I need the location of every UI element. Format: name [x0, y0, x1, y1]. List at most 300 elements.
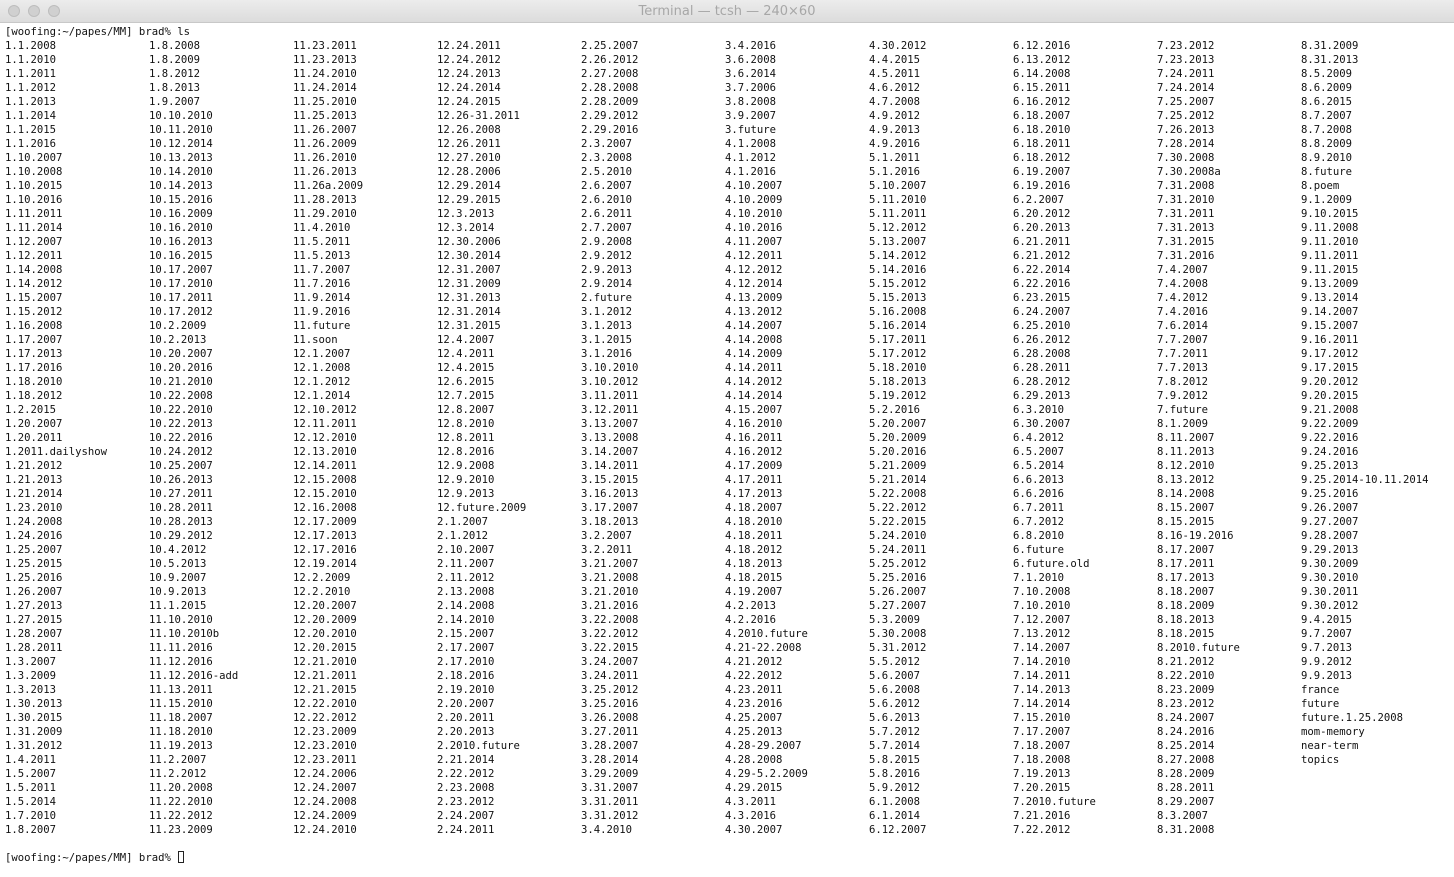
file-entry: 5.18.2013: [869, 376, 927, 388]
terminal-content[interactable]: [5, 25, 1454, 877]
file-entry: 8.25.2014: [1157, 740, 1215, 752]
file-entry: 2.23.2012: [437, 796, 495, 808]
file-entry: 6.21.2011: [1013, 236, 1071, 248]
file-entry: 12.20.2015: [293, 642, 357, 654]
file-entry: 6.6.2013: [1013, 474, 1065, 486]
ls-output: [5, 39, 1454, 851]
file-entry: 5.6.2012: [869, 698, 921, 710]
file-entry: 12.3.2013: [437, 208, 495, 220]
file-entry: 1.18.2010: [5, 376, 63, 388]
file-entry: 6.18.2007: [1013, 110, 1071, 122]
file-entry: 4.14.2012: [725, 376, 783, 388]
file-entry: 5.10.2007: [869, 180, 927, 192]
file-entry: 3.1.2015: [581, 334, 633, 346]
file-entry: 7.18.2008: [1013, 754, 1071, 766]
file-entry: 4.23.2016: [725, 698, 783, 710]
file-entry: 1.17.2007: [5, 334, 63, 346]
file-entry: 7.31.2010: [1157, 194, 1215, 206]
file-entry: 5.11.2011: [869, 208, 927, 220]
file-entry: 12.31.2007: [437, 264, 501, 276]
file-entry: 12.31.2014: [437, 306, 501, 318]
file-entry: 12.14.2011: [293, 460, 357, 472]
file-entry: 8.21.2012: [1157, 656, 1215, 668]
file-entry: 4.14.2014: [725, 390, 783, 402]
file-entry: 1.1.2015: [5, 124, 57, 136]
file-entry: 2.20.2011: [437, 712, 495, 724]
file-entry: 3.9.2007: [725, 110, 777, 122]
file-entry: 11.12.2016-add: [149, 670, 239, 682]
file-entry: 11.5.2013: [293, 250, 351, 262]
file-entry: 5.16.2014: [869, 320, 927, 332]
file-entry: 2.2010.future: [437, 740, 520, 752]
file-entry: 2.15.2007: [437, 628, 495, 640]
file-entry: 8.29.2007: [1157, 796, 1215, 808]
file-entry: 1.20.2007: [5, 418, 63, 430]
file-entry: 11.26a.2009: [293, 180, 364, 192]
file-entry: 1.1.2011: [5, 68, 57, 80]
window-title: Terminal — tcsh — 240×60: [638, 4, 816, 19]
file-entry: 11.24.2014: [293, 82, 357, 94]
file-entry: 12.21.2015: [293, 684, 357, 696]
ls-column: [869, 39, 1013, 837]
file-entry: 1.25.2007: [5, 544, 63, 556]
file-entry: 8.13.2012: [1157, 474, 1215, 486]
file-entry: 11.24.2010: [293, 68, 357, 80]
file-entry: 4.10.2016: [725, 222, 783, 234]
file-entry: 4.18.2015: [725, 572, 783, 584]
file-entry: 3.8.2008: [725, 96, 777, 108]
file-entry: 5.8.2016: [869, 768, 921, 780]
file-entry: 10.17.2007: [149, 264, 213, 276]
file-entry: 4.2.2016: [725, 614, 777, 626]
file-entry: future.1.25.2008: [1301, 712, 1404, 724]
file-entry: 10.17.2012: [149, 306, 213, 318]
file-entry: 8.22.2010: [1157, 670, 1215, 682]
file-entry: 4.1.2016: [725, 166, 777, 178]
file-entry: 5.20.2007: [869, 418, 927, 430]
file-entry: 4.18.2007: [725, 502, 783, 514]
file-entry: 9.21.2008: [1301, 404, 1359, 416]
file-entry: 6.14.2008: [1013, 68, 1071, 80]
file-entry: 12.8.2007: [437, 404, 495, 416]
file-entry: 12.24.2011: [437, 40, 501, 52]
file-entry: 4.3.2016: [725, 810, 777, 822]
file-entry: france: [1301, 684, 1340, 696]
file-entry: 11.25.2013: [293, 110, 357, 122]
file-entry: 4.28.2008: [725, 754, 783, 766]
file-entry: 8.7.2007: [1301, 110, 1353, 122]
file-entry: 1.8.2013: [149, 82, 201, 94]
file-entry: 2.26.2012: [581, 54, 639, 66]
file-entry: 2.6.2007: [581, 180, 633, 192]
file-entry: 12.28.2006: [437, 166, 501, 178]
file-entry: 9.15.2007: [1301, 320, 1359, 332]
file-entry: 5.25.2016: [869, 572, 927, 584]
file-entry: 9.9.2012: [1301, 656, 1353, 668]
file-entry: 7.1.2010: [1013, 572, 1065, 584]
file-entry: 6.2.2007: [1013, 194, 1065, 206]
file-entry: 5.9.2012: [869, 782, 921, 794]
file-entry: 6.22.2014: [1013, 264, 1071, 276]
file-entry: 4.18.2013: [725, 558, 783, 570]
file-entry: 12.1.2012: [293, 376, 351, 388]
file-entry: 7.30.2008a: [1157, 166, 1221, 178]
file-entry: 4.11.2007: [725, 236, 783, 248]
file-entry: 3.25.2016: [581, 698, 639, 710]
file-entry: 5.24.2011: [869, 544, 927, 556]
file-entry: 12.1.2008: [293, 362, 351, 374]
file-entry: 12.13.2010: [293, 446, 357, 458]
file-entry: 5.6.2013: [869, 712, 921, 724]
file-entry: 5.27.2007: [869, 600, 927, 612]
file-entry: 2.23.2008: [437, 782, 495, 794]
file-entry: 4.25.2007: [725, 712, 783, 724]
file-entry: 11.1.2015: [149, 600, 207, 612]
file-entry: 1.14.2008: [5, 264, 63, 276]
file-entry: 12.30.2006: [437, 236, 501, 248]
file-entry: 7.25.2007: [1157, 96, 1215, 108]
file-entry: 11.future: [293, 320, 351, 332]
file-entry: 1.5.2014: [5, 796, 57, 808]
file-entry: 6.7.2012: [1013, 516, 1065, 528]
file-entry: 10.13.2013: [149, 152, 213, 164]
file-entry: 4.12.2011: [725, 250, 783, 262]
file-entry: 12.6.2015: [437, 376, 495, 388]
file-entry: 1.10.2007: [5, 152, 63, 164]
file-entry: 8.31.2008: [1157, 824, 1215, 836]
file-entry: 10.16.2015: [149, 250, 213, 262]
file-entry: 4.9.2016: [869, 138, 921, 150]
file-entry: mom-memory: [1301, 726, 1365, 738]
file-entry: 9.13.2014: [1301, 292, 1359, 304]
file-entry: 3.31.2011: [581, 796, 639, 808]
file-entry: 9.28.2007: [1301, 530, 1359, 542]
file-entry: 12.2.2009: [293, 572, 351, 584]
file-entry: 4.19.2007: [725, 586, 783, 598]
file-entry: 4.2010.future: [725, 628, 808, 640]
file-entry: 2.5.2010: [581, 166, 633, 178]
file-entry: 6.19.2016: [1013, 180, 1071, 192]
file-entry: 12.17.2016: [293, 544, 357, 556]
file-entry: 7.14.2013: [1013, 684, 1071, 696]
file-entry: 10.22.2013: [149, 418, 213, 430]
file-entry: 1.25.2016: [5, 572, 63, 584]
file-entry: 2.9.2014: [581, 278, 633, 290]
file-entry: 11.13.2011: [149, 684, 213, 696]
file-entry: 3.22.2015: [581, 642, 639, 654]
file-entry: 12.23.2010: [293, 740, 357, 752]
file-entry: 9.16.2011: [1301, 334, 1359, 346]
file-entry: 12.11.2011: [293, 418, 357, 430]
file-entry: 4.18.2012: [725, 544, 783, 556]
file-entry: 10.11.2010: [149, 124, 213, 136]
file-entry: 3.22.2012: [581, 628, 639, 640]
file-entry: 7.10.2008: [1013, 586, 1071, 598]
file-entry: 11.22.2010: [149, 796, 213, 808]
file-entry: 9.14.2007: [1301, 306, 1359, 318]
file-entry: 3.31.2007: [581, 782, 639, 794]
file-entry: 7.15.2010: [1013, 712, 1071, 724]
file-entry: 6.1.2008: [869, 796, 921, 808]
file-entry: 9.24.2016: [1301, 446, 1359, 458]
file-entry: 9.11.2010: [1301, 236, 1359, 248]
file-entry: 3.1.2013: [581, 320, 633, 332]
file-entry: 6.30.2007: [1013, 418, 1071, 430]
file-entry: 3.future: [725, 124, 777, 136]
file-entry: 2.21.2014: [437, 754, 495, 766]
file-entry: 1.27.2013: [5, 600, 63, 612]
file-entry: 5.16.2008: [869, 306, 927, 318]
file-entry: 12.future.2009: [437, 502, 527, 514]
file-entry: 6.6.2016: [1013, 488, 1065, 500]
file-entry: 7.23.2012: [1157, 40, 1215, 52]
file-entry: 9.27.2007: [1301, 516, 1359, 528]
file-entry: 4.16.2010: [725, 418, 783, 430]
file-entry: 7.14.2007: [1013, 642, 1071, 654]
file-entry: 12.17.2009: [293, 516, 357, 528]
file-entry: 4.9.2013: [869, 124, 921, 136]
file-entry: 2.28.2008: [581, 82, 639, 94]
file-entry: 2.9.2012: [581, 250, 633, 262]
file-entry: 8.17.2007: [1157, 544, 1215, 556]
file-entry: 4.13.2012: [725, 306, 783, 318]
file-entry: 5.13.2007: [869, 236, 927, 248]
file-entry: 6.21.2012: [1013, 250, 1071, 262]
file-entry: 1.2.2015: [5, 404, 57, 416]
file-entry: 6.5.2007: [1013, 446, 1065, 458]
file-entry: 7.future: [1157, 404, 1209, 416]
file-entry: 2.3.2008: [581, 152, 633, 164]
file-entry: 2.6.2011: [581, 208, 633, 220]
file-entry: 3.1.2012: [581, 306, 633, 318]
file-entry: 5.18.2010: [869, 362, 927, 374]
file-entry: 12.16.2008: [293, 502, 357, 514]
file-entry: 9.11.2008: [1301, 222, 1359, 234]
file-entry: 7.13.2012: [1013, 628, 1071, 640]
file-entry: 10.9.2007: [149, 572, 207, 584]
file-entry: 3.21.2016: [581, 600, 639, 612]
file-entry: 2.6.2010: [581, 194, 633, 206]
file-entry: 12.24.2006: [293, 768, 357, 780]
file-entry: 9.30.2010: [1301, 572, 1359, 584]
file-entry: 12.24.2014: [437, 82, 501, 94]
file-entry: 12.1.2007: [293, 348, 351, 360]
file-entry: 11.20.2008: [149, 782, 213, 794]
file-entry: 8.14.2008: [1157, 488, 1215, 500]
file-entry: 8.17.2011: [1157, 558, 1215, 570]
file-entry: 7.4.2012: [1157, 292, 1209, 304]
file-entry: 7.20.2015: [1013, 782, 1071, 794]
file-entry: 10.2.2009: [149, 320, 207, 332]
file-entry: 9.30.2011: [1301, 586, 1359, 598]
ls-column: [725, 39, 869, 837]
file-entry: 7.6.2014: [1157, 320, 1209, 332]
file-entry: 11.5.2011: [293, 236, 351, 248]
file-entry: 1.21.2012: [5, 460, 63, 472]
file-entry: 3.15.2015: [581, 474, 639, 486]
file-entry: 5.1.2016: [869, 166, 921, 178]
file-entry: 8.8.2009: [1301, 138, 1353, 150]
file-entry: 1.8.2009: [149, 54, 201, 66]
file-entry: 6.18.2011: [1013, 138, 1071, 150]
file-entry: 1.7.2010: [5, 810, 57, 822]
file-entry: 12.24.2015: [437, 96, 501, 108]
file-entry: 1.3.2007: [5, 656, 57, 668]
file-entry: 5.7.2012: [869, 726, 921, 738]
file-entry: 12.3.2014: [437, 222, 495, 234]
file-entry: 9.10.2015: [1301, 208, 1359, 220]
file-entry: 12.24.2007: [293, 782, 357, 794]
file-entry: 2.10.2007: [437, 544, 495, 556]
file-entry: 1.1.2013: [5, 96, 57, 108]
file-entry: 11.11.2016: [149, 642, 213, 654]
file-entry: 4.6.2012: [869, 82, 921, 94]
file-entry: 1.10.2016: [5, 194, 63, 206]
file-entry: 6.28.2012: [1013, 376, 1071, 388]
file-entry: near-term: [1301, 740, 1359, 752]
file-entry: 1.1.2016: [5, 138, 57, 150]
file-entry: 9.25.2014-10.11.2014: [1301, 474, 1429, 486]
file-entry: 7.14.2011: [1013, 670, 1071, 682]
file-entry: 10.28.2011: [149, 502, 213, 514]
file-entry: 8.16-19.2016: [1157, 530, 1234, 542]
file-entry: 6.16.2012: [1013, 96, 1071, 108]
file-entry: 9.9.2013: [1301, 670, 1353, 682]
file-entry: 1.26.2007: [5, 586, 63, 598]
file-entry: 4.16.2011: [725, 432, 783, 444]
file-entry: 4.21.2012: [725, 656, 783, 668]
file-entry: 3.11.2011: [581, 390, 639, 402]
file-entry: 4.16.2012: [725, 446, 783, 458]
file-entry: 12.20.2009: [293, 614, 357, 626]
file-entry: 8.6.2009: [1301, 82, 1353, 94]
file-entry: 5.25.2012: [869, 558, 927, 570]
file-entry: 2.14.2010: [437, 614, 495, 626]
file-entry: 11.2.2012: [149, 768, 207, 780]
file-entry: 3.13.2007: [581, 418, 639, 430]
file-entry: 7.8.2012: [1157, 376, 1209, 388]
file-entry: 4.18.2011: [725, 530, 783, 542]
file-entry: 6.12.2007: [869, 824, 927, 836]
file-entry: 10.22.2008: [149, 390, 213, 402]
file-entry: 8.31.2013: [1301, 54, 1359, 66]
file-entry: 7.28.2014: [1157, 138, 1215, 150]
file-entry: 5.30.2008: [869, 628, 927, 640]
file-entry: 11.26.2007: [293, 124, 357, 136]
file-entry: 7.2010.future: [1013, 796, 1096, 808]
file-entry: 4.18.2010: [725, 516, 783, 528]
file-entry: 1.10.2015: [5, 180, 63, 192]
file-entry: 10.22.2010: [149, 404, 213, 416]
file-entry: 4.28-29.2007: [725, 740, 802, 752]
file-entry: 10.27.2011: [149, 488, 213, 500]
file-entry: 3.21.2010: [581, 586, 639, 598]
ls-column: [293, 39, 437, 837]
file-entry: 6.13.2012: [1013, 54, 1071, 66]
file-entry: 2.1.2012: [437, 530, 489, 542]
file-entry: 3.2.2007: [581, 530, 633, 542]
file-entry: 11.18.2007: [149, 712, 213, 724]
file-entry: 7.14.2014: [1013, 698, 1071, 710]
file-entry: 7.17.2007: [1013, 726, 1071, 738]
file-entry: 6.future: [1013, 544, 1065, 556]
file-entry: 1.5.2011: [5, 782, 57, 794]
file-entry: 8.poem: [1301, 180, 1340, 192]
file-entry: 5.20.2009: [869, 432, 927, 444]
file-entry: 3.22.2008: [581, 614, 639, 626]
file-entry: 7.30.2008: [1157, 152, 1215, 164]
file-entry: 12.21.2011: [293, 670, 357, 682]
file-entry: 1.28.2011: [5, 642, 63, 654]
file-entry: 6.8.2010: [1013, 530, 1065, 542]
file-entry: 1.1.2010: [5, 54, 57, 66]
file-entry: 4.13.2009: [725, 292, 783, 304]
file-entry: 6.1.2014: [869, 810, 921, 822]
ls-column: [1157, 39, 1301, 837]
file-entry: 3.31.2012: [581, 810, 639, 822]
file-entry: 9.4.2015: [1301, 614, 1353, 626]
file-entry: 7.22.2012: [1013, 824, 1071, 836]
file-entry: 6.20.2012: [1013, 208, 1071, 220]
file-entry: 3.28.2014: [581, 754, 639, 766]
file-entry: 11.7.2016: [293, 278, 351, 290]
file-entry: 6.5.2014: [1013, 460, 1065, 472]
final-prompt-line[interactable]: [5, 851, 1454, 865]
file-entry: 12.4.2015: [437, 362, 495, 374]
prompt-text: [woofing:~/papes/MM] brad%: [5, 852, 178, 864]
file-entry: 3.21.2008: [581, 572, 639, 584]
file-entry: 2.9.2008: [581, 236, 633, 248]
file-entry: 7.7.2007: [1157, 334, 1209, 346]
title-bar[interactable]: [0, 0, 1454, 23]
command-text: ls: [177, 26, 190, 38]
file-entry: 4.14.2011: [725, 362, 783, 374]
file-entry: 4.30.2007: [725, 824, 783, 836]
file-entry: 7.12.2007: [1013, 614, 1071, 626]
file-entry: 5.17.2012: [869, 348, 927, 360]
file-entry: 4.14.2009: [725, 348, 783, 360]
file-entry: 10.28.2013: [149, 516, 213, 528]
file-entry: 8.11.2007: [1157, 432, 1215, 444]
file-entry: 8.23.2009: [1157, 684, 1215, 696]
file-entry: 6.18.2010: [1013, 124, 1071, 136]
command-line: [5, 25, 1454, 39]
file-entry: 12.31.2013: [437, 292, 501, 304]
file-entry: 5.21.2014: [869, 474, 927, 486]
file-entry: 8.27.2008: [1157, 754, 1215, 766]
file-entry: 1.23.2010: [5, 502, 63, 514]
file-entry: 4.17.2013: [725, 488, 783, 500]
file-entry: 11.4.2010: [293, 222, 351, 234]
file-entry: 5.8.2015: [869, 754, 921, 766]
file-entry: 12.9.2010: [437, 474, 495, 486]
file-entry: 8.24.2007: [1157, 712, 1215, 724]
file-entry: 12.8.2010: [437, 418, 495, 430]
file-entry: 3.13.2008: [581, 432, 639, 444]
file-entry: 12.17.2013: [293, 530, 357, 542]
file-entry: 11.23.2009: [149, 824, 213, 836]
file-entry: 6.28.2008: [1013, 348, 1071, 360]
file-entry: 7.4.2007: [1157, 264, 1209, 276]
file-entry: 1.11.2011: [5, 208, 63, 220]
file-entry: 10.12.2014: [149, 138, 213, 150]
file-entry: 12.24.2010: [293, 824, 357, 836]
file-entry: 9.20.2012: [1301, 376, 1359, 388]
file-entry: 12.22.2010: [293, 698, 357, 710]
file-entry: 11.15.2010: [149, 698, 213, 710]
file-entry: 2.9.2013: [581, 264, 633, 276]
file-entry: 4.9.2012: [869, 110, 921, 122]
